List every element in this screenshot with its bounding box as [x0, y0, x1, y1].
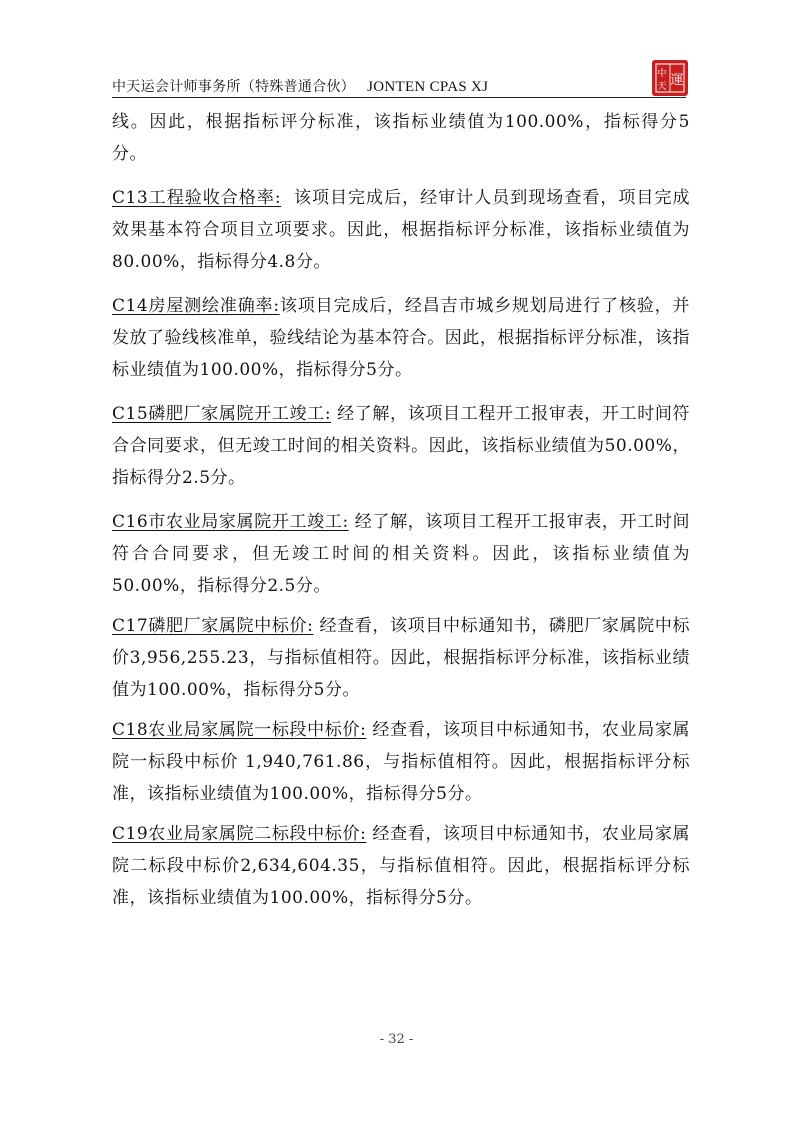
indicator-label: C19农业局家属院二标段中标价: [112, 824, 367, 844]
paragraph-text: 经查看，该项目中标通知书，农业局家属院一标段中标价 1,940,761.86，与指标值相符。因此，根据指标评分标准，该指标业绩值为100.00%，指标得分5分。 [112, 720, 691, 804]
paragraph-text: 经查看，该项目中标通知书，农业局家属院二标段中标价2,634,604.35，与指标值相符。因此，根据指标评分标准，该指标业绩值为100.00%，指标得分5分。 [112, 824, 691, 908]
indicator-label: C13工程验收合格率: [112, 188, 282, 208]
indicator-label: C18农业局家属院一标段中标价: [112, 720, 367, 740]
paragraph-text: 该项目完成后，经审计人员到现场查看，项目完成效果基本符合项目立项要求。因此，根据指标评分标准，该指标业绩值为80.00%，指标得分4.8分。 [112, 188, 690, 272]
paragraph-c18 [112, 714, 690, 810]
indicator-label: C17磷肥厂家属院中标价: [112, 616, 314, 636]
page-number: - 32 - [379, 1032, 414, 1047]
page-header [112, 69, 684, 96]
document-body [112, 106, 690, 914]
paragraph-c16 [112, 506, 690, 602]
header-divider [112, 97, 686, 98]
paragraph-continuation [112, 106, 690, 170]
paragraph-c19 [112, 818, 690, 914]
paragraph-text: 经查看，该项目中标通知书，磷肥厂家属院中标价3,956,255.23，与指标值相符。因此，根据指标评分标准，该指标业绩值为100.00%，指标得分5分。 [112, 616, 690, 700]
logo-char-1: 中 [657, 69, 667, 79]
paragraph-text: 经了解，该项目工程开工报审表，开工时间符合合同要求，但无竣工时间的相关资料。因此，该指标业绩值为50.00%，指标得分2.5分。 [112, 512, 690, 596]
indicator-label: C15磷肥厂家属院开工竣工: [112, 404, 332, 424]
paragraph-c17 [112, 610, 690, 706]
paragraph-text: 线。因此，根据指标评分标准，该指标业绩值为100.00%，指标得分5分。 [112, 112, 690, 164]
indicator-label: C16市农业局家属院开工竣工: [112, 512, 349, 532]
header-firm-name [112, 76, 488, 96]
firm-name-en: JONTEN CPAS XJ [367, 79, 489, 95]
jonten-seal-logo-icon [652, 60, 688, 96]
logo-char-3: 運 [670, 73, 684, 88]
paragraph-c15 [112, 398, 690, 494]
paragraph-c13 [112, 182, 690, 278]
paragraph-c14 [112, 290, 690, 386]
paragraph-text: 该项目完成后，经昌吉市城乡规划局进行了核验，并发放了验线核准单，验线结论为基本符合。因此，根据指标评分标准，该指标业绩值为100.00%，指标得分5分。 [112, 296, 690, 380]
indicator-label: C14房屋测绘准确率: [112, 296, 280, 316]
paragraph-text: 经了解，该项目工程开工报审表，开工时间符合合同要求，但无竣工时间的相关资料。因此，该指标业绩值为50.00%，指标得分2.5分。 [112, 404, 690, 488]
firm-name-cn: 中天运会计师事务所（特殊普通合伙） [112, 79, 356, 95]
logo-char-2: 天 [657, 82, 667, 92]
